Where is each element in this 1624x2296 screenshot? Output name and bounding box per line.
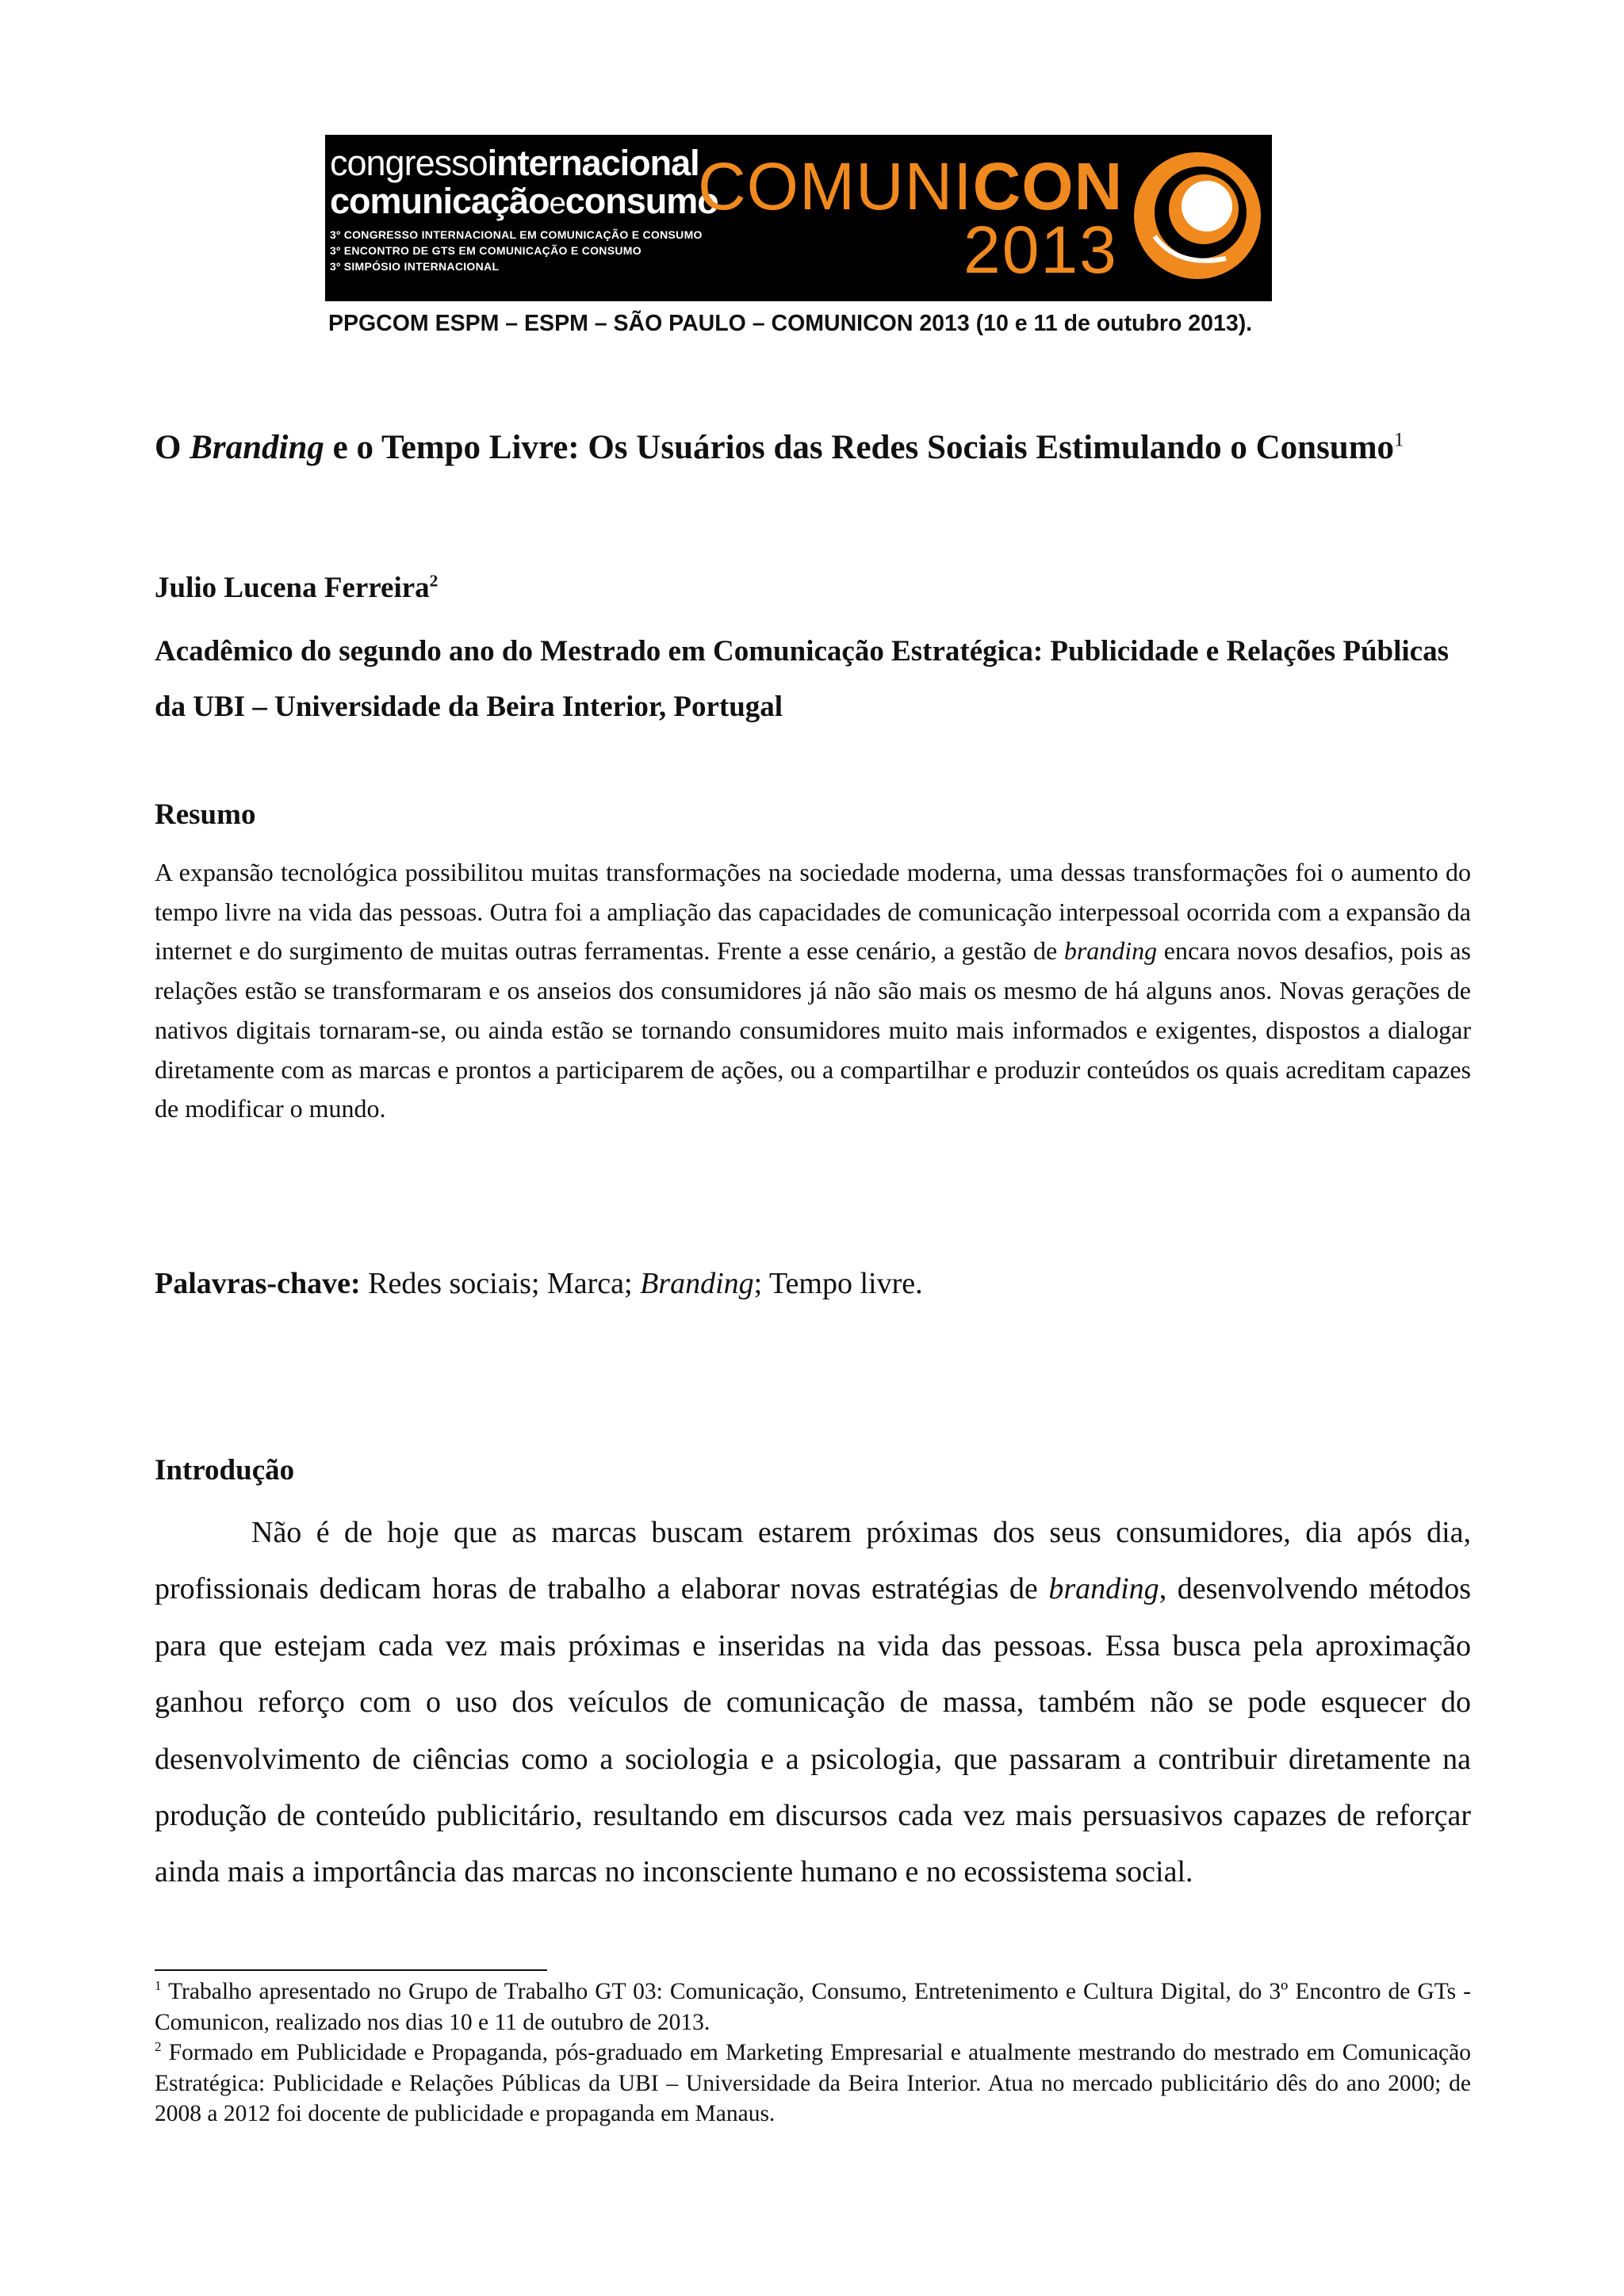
- footnote-2: [155, 2038, 1471, 2130]
- author-footnote-marker[interactable]: 2: [429, 571, 439, 591]
- banner-comunicacao-line: [330, 182, 718, 223]
- banner-brand-bold: CON: [972, 149, 1124, 224]
- footnote-1: [155, 1976, 1471, 2038]
- banner-congresso-line: [330, 144, 699, 182]
- paper-title: [155, 424, 1471, 471]
- intro-paragraph: [155, 1505, 1471, 1901]
- intro-text-part1: Não é de hoje que as marcas buscam estarem próximas dos seus consumidores, dia após dia, profissionais dedicam horas de trabalho a elaborar novas estratégias de: [155, 1516, 1471, 1606]
- banner-word-internacional: internacional: [487, 143, 699, 183]
- conference-subheader: PPGCOM ESPM – ESPM – SÃO PAULO – COMUNICON 2013 (10 e 11 de outubro 2013).: [328, 311, 1253, 336]
- intro-text-part2: , desenvolvendo métodos para que estejam cada vez mais próximas e inseridas na vida das pessoas. Essa busca pela aproximação ganhou reforço com o uso dos veículos de comunicação de massa, também não se pode esquecer do desenvolvimento de ciências como a sociologia e a psicologia, que passaram a contribuir diretamente na produção de conteúdo publicitário, resultando em discursos cada vez mais persuasivos capazes de reforçar ainda mais a importância das marcas no inconsciente humano e no ecossistema social.: [155, 1572, 1472, 1889]
- keywords: [155, 1266, 923, 1301]
- intro-heading: Introdução: [155, 1454, 295, 1487]
- intro-italic-term: branding: [1048, 1572, 1159, 1606]
- banner-word-congresso: congresso: [330, 143, 488, 183]
- banner-brand-light: COMUNI: [698, 149, 973, 224]
- abstract-italic-term: branding: [1063, 936, 1158, 966]
- banner-line-congresso: 3º CONGRESSO INTERNACIONAL EM COMUNICAÇÃO E CONSUMO: [330, 228, 703, 241]
- keywords-italic-term: Branding: [640, 1267, 754, 1300]
- abstract-heading: Resumo: [155, 798, 256, 831]
- keywords-label: Palavras-chave:: [155, 1267, 361, 1300]
- banner-word-consumo: consumo: [565, 181, 718, 221]
- title-rest: e o Tempo Livre: Os Usuários das Redes Sociais Estimulando o Consumo: [324, 429, 1395, 466]
- abstract-text-part1: A expansão tecnológica possibilitou muitas transformações na sociedade moderna, uma dessas transformações foi o aumento do tempo livre na vida das pessoas. Outra foi a ampliação das capacidades de comunicação interpessoal ocorrida com a expansão da internet e do surgimento de muitas outras ferramentas. Frente a esse cenário, a gestão de: [155, 858, 1471, 966]
- banner-line-encontro: 3º ENCONTRO DE GTS EM COMUNICAÇÃO E CONSUMO: [330, 244, 642, 257]
- keywords-list-part1: Redes sociais; Marca;: [360, 1267, 641, 1300]
- footnote-2-text: Formado em Publicidade e Propaganda, pós-graduado em Marketing Empresarial e atualmente mestrando do mestrado em Comunicação Estratégica: Publicidade e Relações Públicas da UBI – Universidade da Beira Interior. Atua no mercado publicitário dês do ano 2000; de 2008 a 2012 foi docente de publicidade e propaganda em Manaus.: [155, 2040, 1471, 2126]
- author-name: [155, 571, 438, 605]
- abstract-body: [155, 853, 1471, 1129]
- title-prefix: O: [155, 429, 190, 466]
- conference-banner: [325, 135, 1272, 301]
- comunicon-logo-icon: [1131, 149, 1264, 282]
- footnote-2-number: 2: [155, 2039, 162, 2055]
- title-footnote-marker[interactable]: 1: [1394, 429, 1404, 451]
- banner-year: 2013: [963, 212, 1118, 287]
- abstract-text-part2: encara novos desafios, pois as relações estão se transformaram e os anseios dos consumidores já não são mais os mesmo de há alguns anos. Novas gerações de nativos digitais tornaram-se, ou ainda estão se tornando consumidores muito mais informados e exigentes, dispostos a dialogar diretamente com as marcas e prontos a participarem de ações, ou a compartilhar e produzir conteúdos os quais acreditam capazes de modificar o mundo.: [155, 936, 1472, 1123]
- footnotes: [155, 1976, 1471, 2130]
- title-italic-term: Branding: [190, 429, 324, 466]
- footnote-separator: [155, 1969, 547, 1971]
- footnote-1-number: 1: [155, 1978, 162, 1994]
- author-name-text: Julio Lucena Ferreira: [155, 572, 430, 604]
- keywords-list-part2: ; Tempo livre.: [753, 1267, 923, 1300]
- author-affiliation: Acadêmico do segundo ano do Mestrado em Comunicação Estratégica: Publicidade e Relações Públicas da UBI – Universidade da Beira Interior, Portugal: [155, 635, 1449, 723]
- banner-line-simposio: 3º SIMPÓSIO INTERNACIONAL: [330, 260, 500, 273]
- banner-comunicon-wordmark: [698, 151, 1123, 222]
- footnote-1-text: Trabalho apresentado no Grupo de Trabalho GT 03: Comunicação, Consumo, Entretenimento e Cultura Digital, do 3º Encontro de GTs - Comunicon, realizado nos dias 10 e 11 de outubro de 2013.: [155, 1979, 1471, 2035]
- banner-word-e: e: [549, 187, 565, 220]
- banner-word-comunicacao: comunicação: [330, 181, 550, 221]
